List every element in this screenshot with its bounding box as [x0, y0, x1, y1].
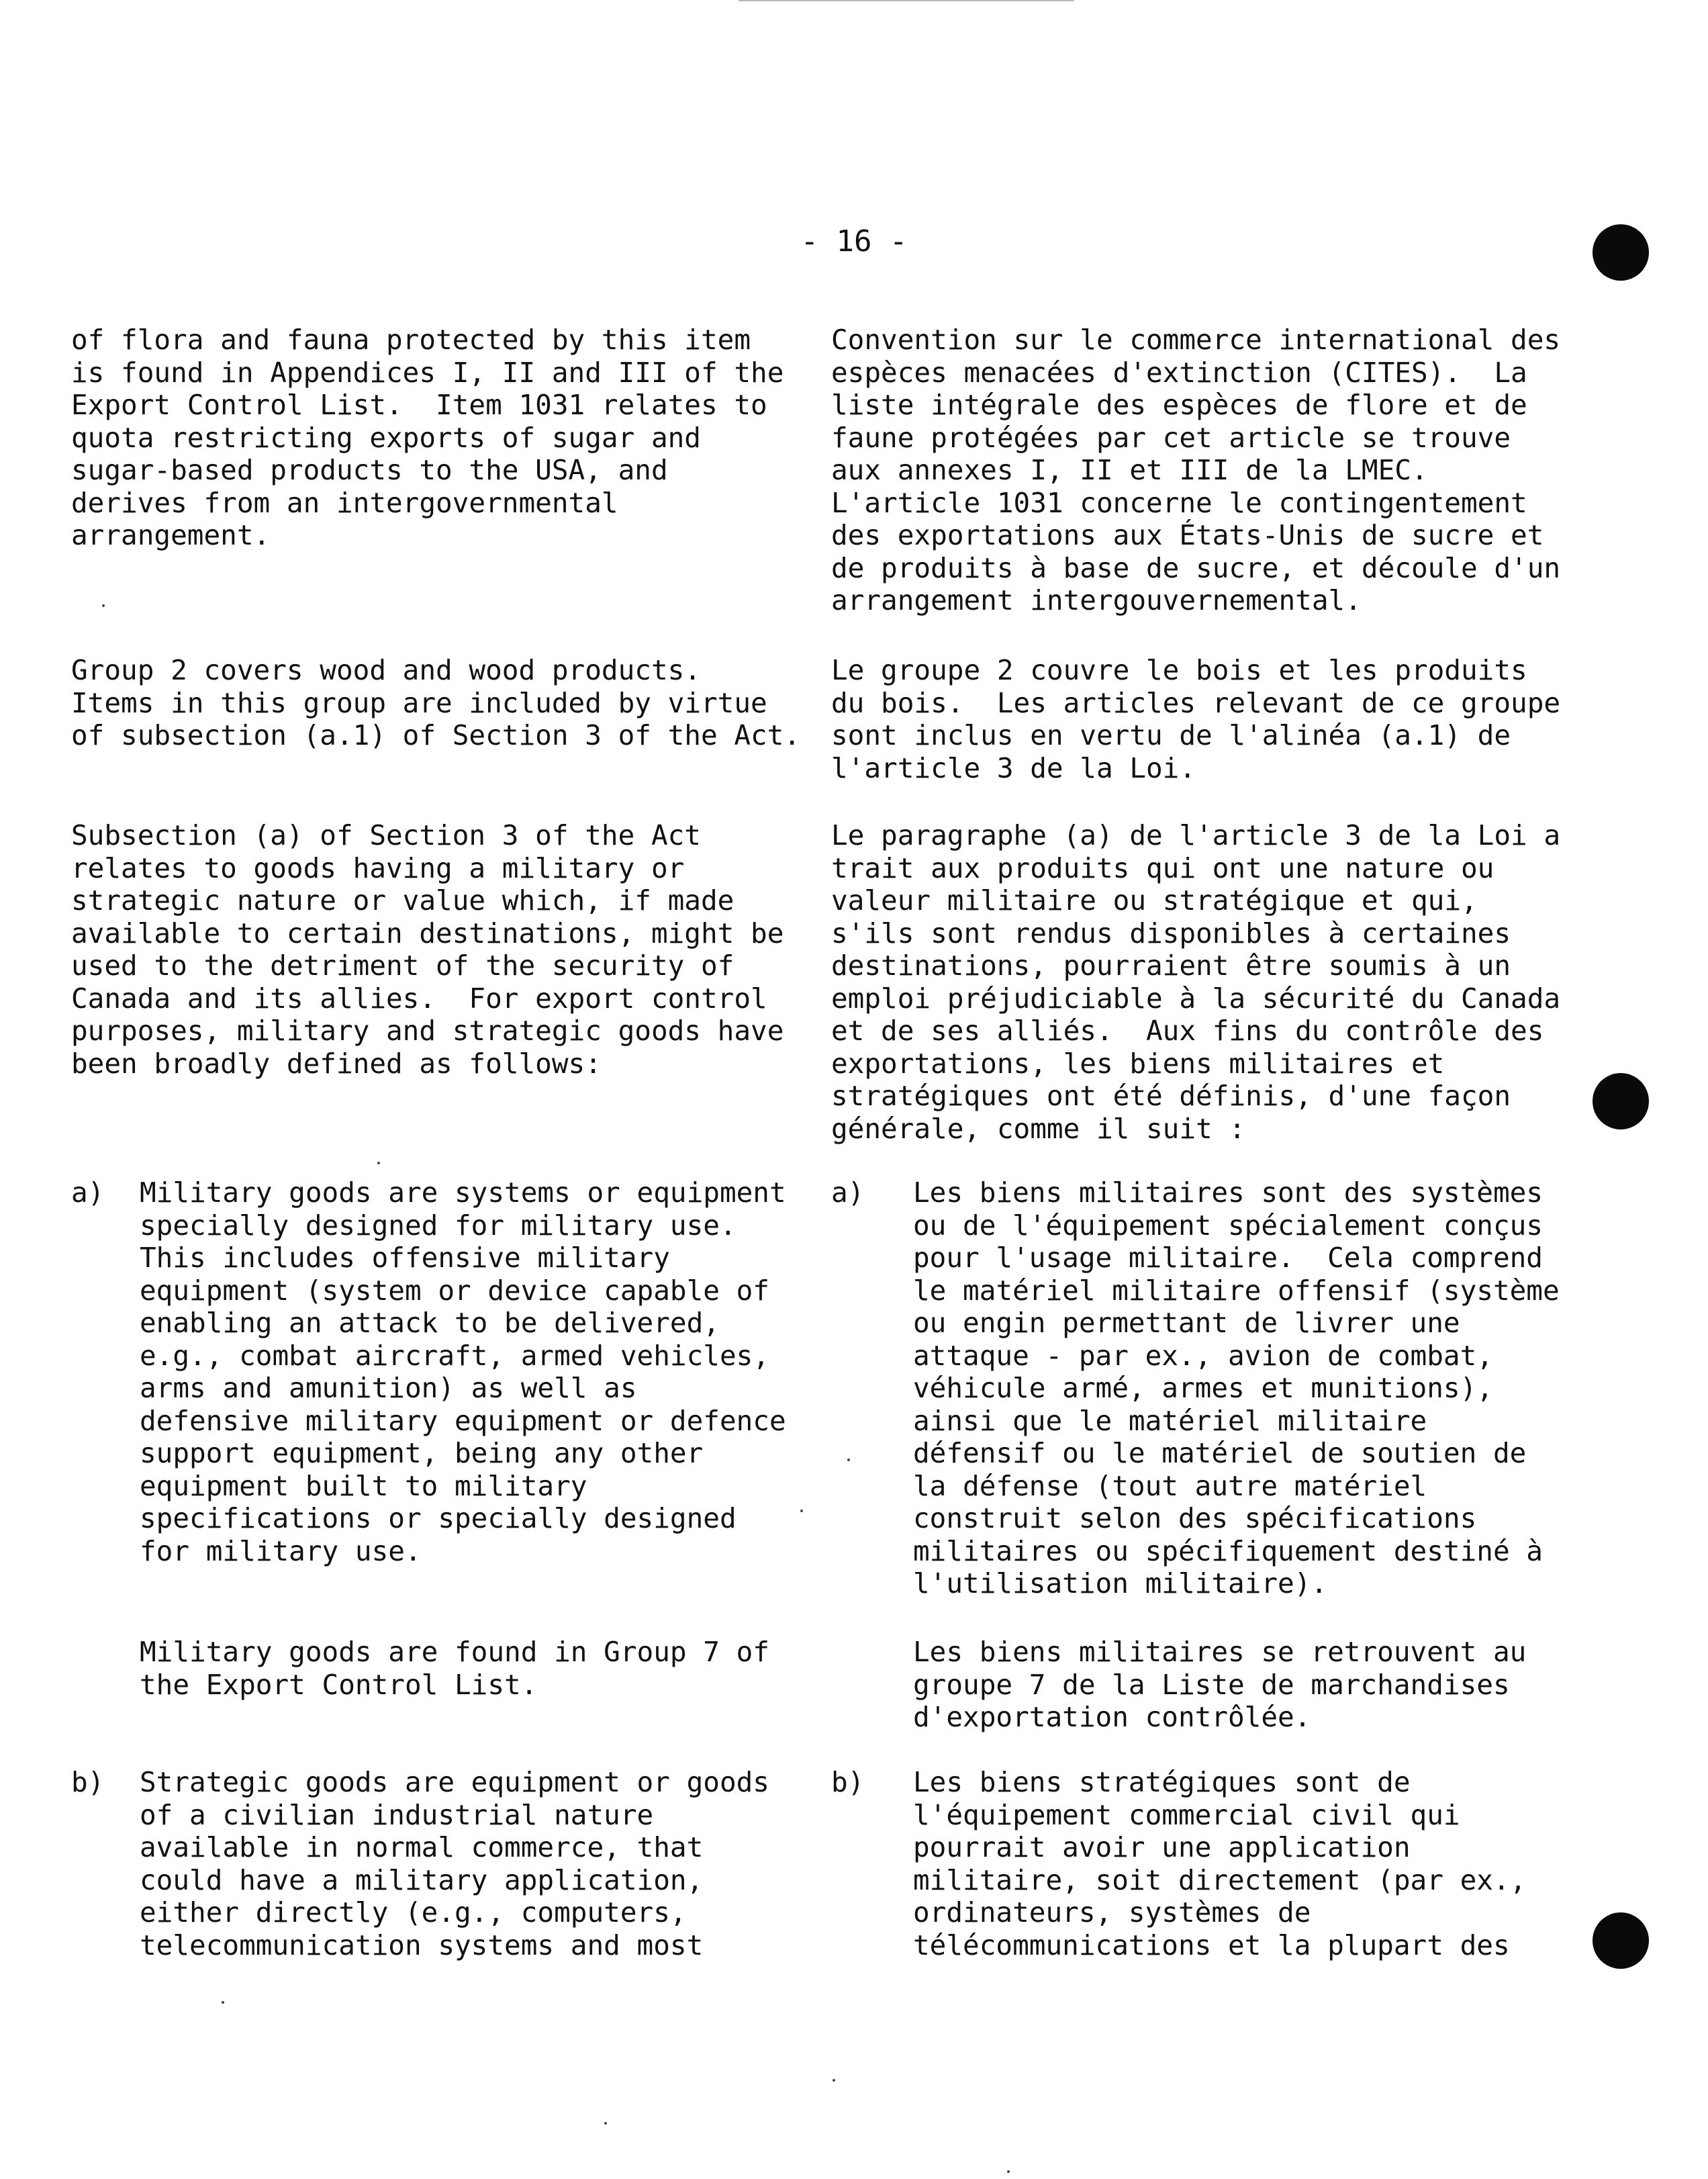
scan-speck: [222, 2001, 224, 2004]
scan-speck: [102, 604, 105, 607]
scan-speck: [604, 2122, 607, 2125]
french-item-b-marker: b): [831, 1766, 865, 1798]
english-item-a-text: Military goods are systems or equipment specially designed for military use. This includes offensive military equipment (system or device capable of enabling an attack to be delivered, e.g., combat aircraft, armed vehicles, arms and amunition) as well as defensive military equipment or defence support equipment, being any other equipment built to military specifications or specially designed for military use.: [140, 1176, 786, 1567]
punch-hole-bottom: [1593, 1912, 1649, 1969]
english-paragraph-3: Subsection (a) of Section 3 of the Act relates to goods having a military or strategic nature or value which, if made available to certain destinations, might be used to the detriment of the security of Canada and its allies. For export control purposes, military and strategic goods have been broadly defined as follows:: [71, 819, 784, 1080]
scan-top-rule: [739, 0, 1074, 1]
scan-speck: [800, 1510, 803, 1512]
english-paragraph-2: Group 2 covers wood and wood products. Items in this group are included by virtue of subsection (a.1) of Section 3 of the Act.: [71, 654, 801, 751]
french-item-a-note: Les biens militaires se retrouvent au groupe 7 de la Liste de marchandises d'exportation contrôlée.: [913, 1636, 1527, 1733]
english-item-a-marker: a): [71, 1176, 105, 1209]
english-item-a-note: Military goods are found in Group 7 of the Export Control List.: [140, 1636, 769, 1701]
french-paragraph-1: Convention sur le commerce international des espèces menacées d'extinction (CITES). La liste intégrale des espèces de flore et de faune protégées par cet article se trouve aux annexes I, II et III de la LMEC. L'article 1031 concerne le contingentement des exportations aux États-Unis de sucre et de produits à base de sucre, et découle d'un arrangement intergouvernemental.: [831, 324, 1561, 616]
english-item-b-text: Strategic goods are equipment or goods of a civilian industrial nature available in normal commerce, that could have a military application, either directly (e.g., computers, telecommunication systems and most: [140, 1766, 769, 1961]
punch-hole-middle: [1593, 1073, 1649, 1129]
english-item-b-marker: b): [71, 1766, 105, 1798]
french-paragraph-3: Le paragraphe (a) de l'article 3 de la Loi a trait aux produits qui ont une nature ou valeur militaire ou stratégique et qui, s'ils sont rendus disponibles à certaines destinations, pourraient être soumis à un emploi préjudiciable à la sécurité du Canada et de ses alliés. Aux fins du contrôle des exportations, les biens militaires et stratégiques ont été définis, d'une façon générale, comme il suit :: [831, 819, 1561, 1145]
scan-speck: [847, 1458, 850, 1461]
scan-speck: [833, 2079, 835, 2082]
scan-speck: [1007, 2170, 1010, 2173]
scan-speck: [377, 1162, 380, 1164]
french-item-a-marker: a): [831, 1176, 865, 1209]
punch-hole-top: [1593, 224, 1649, 281]
page-number: - 16 -: [800, 224, 908, 259]
french-item-b-text: Les biens stratégiques sont de l'équipement commercial civil qui pourrait avoir une application militaire, soit directement (par ex., ordinateurs, systèmes de télécommunications et la plupart des: [913, 1766, 1527, 1961]
french-item-a-text: Les biens militaires sont des systèmes ou de l'équipement spécialement conçus pour l'usage militaire. Cela comprend le matériel militaire offensif (système ou engin permettant de livrer une attaque - par ex., avion de combat, véhicule armé, armes et munitions), ainsi que le matériel militaire défensif ou le matériel de soutien de la défense (tout autre matériel construit selon des spécifications militaires ou spécifiquement destiné à l'utilisation militaire).: [913, 1176, 1560, 1600]
english-paragraph-1: of flora and fauna protected by this item is found in Appendices I, II and III of the Export Control List. Item 1031 relates to quota restricting exports of sugar and sugar-based products to the USA, and derives from an intergovernmental arrangement.: [71, 324, 784, 551]
french-paragraph-2: Le groupe 2 couvre le bois et les produits du bois. Les articles relevant de ce groupe sont inclus en vertu de l'alinéa (a.1) de l'article 3 de la Loi.: [831, 654, 1561, 784]
